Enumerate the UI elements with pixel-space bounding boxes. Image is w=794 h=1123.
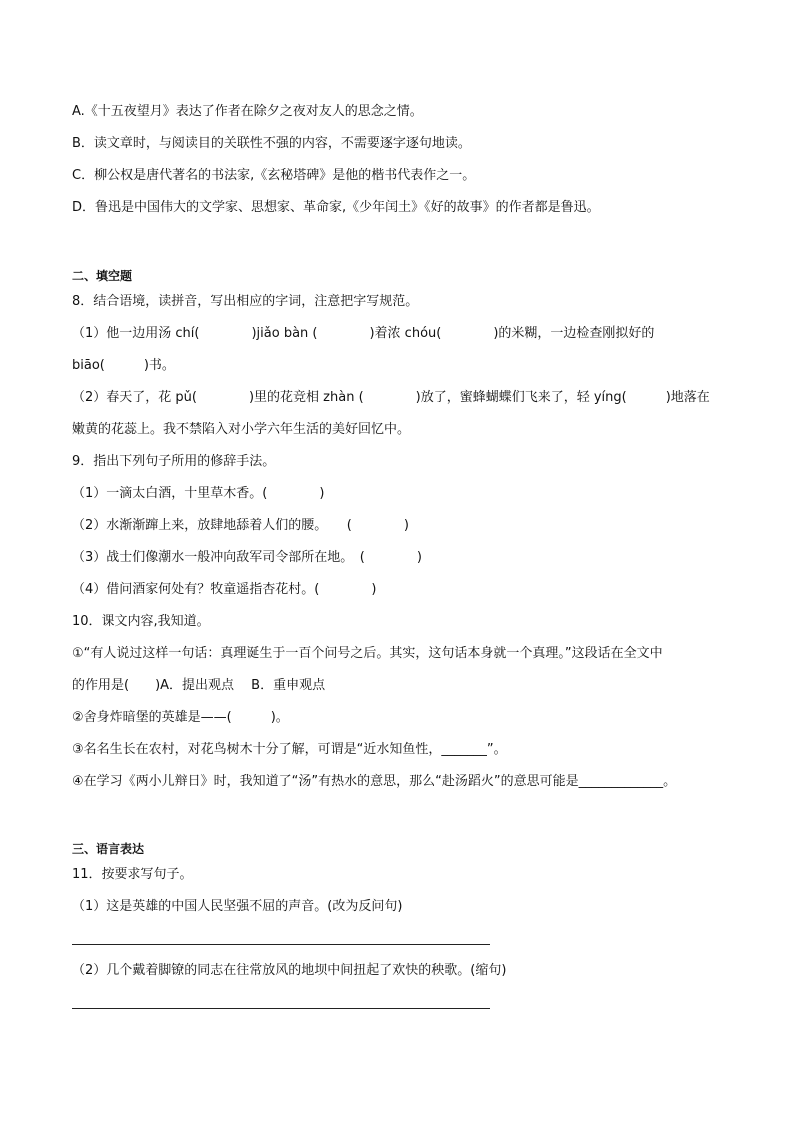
option-c: C．柳公权是唐代著名的书法家,《玄秘塔碑》是他的楷书代表作之一。 [72, 168, 476, 183]
question-11-item: （2）几个戴着脚镣的同志在往常放风的地坝中间扭起了欢快的秧歌。(缩句) [72, 963, 507, 978]
option-a: A.《十五夜望月》表达了作者在除夕之夜对友人的思念之情。 [72, 104, 423, 119]
question-9-item: （3）战士们像潮水一般冲向敌军司令部所在地。 ( ) [72, 550, 422, 565]
question-8-line: （2）春天了，花 pǔ( )里的花竞相 zhàn ( )放了，蜜蜂蝴蝶们飞来了，轻 yíng( )地落在 [72, 390, 710, 405]
question-8-stem: 8．结合语境，读拼音，写出相应的字词，注意把字写规范。 [72, 294, 419, 309]
question-8-line: 嫩黄的花蕊上。我不禁陷入对小学六年生活的美好回忆中。 [72, 422, 411, 437]
question-9-stem: 9．指出下列句子所用的修辞手法。 [72, 454, 276, 469]
question-9-item: （1）一滴太白酒，十里草木香。( ) [72, 486, 325, 501]
question-9-item: （4）借问酒家何处有？牧童遥指杏花村。( ) [72, 582, 377, 597]
question-8-line: （1）他一边用汤 chí( )jiǎo bàn ( )着浓 chóu( )的米糊，一边检查刚拟好的 [72, 326, 655, 341]
question-11-stem: 11．按要求写句子。 [72, 867, 193, 882]
answer-line[interactable] [72, 944, 490, 945]
question-10-line: ③名名生长在农村，对花鸟树木十分了解，可谓是“近水知鱼性，_______”。 [72, 742, 507, 757]
question-9-item: （2）水渐渐蹿上来，放肆地舔着人们的腰。 ( ) [72, 518, 409, 533]
section-title: 二、填空题 [72, 269, 133, 283]
question-10-line: ①“有人说过这样一句话：真理诞生于一百个问号之后。其实，这句话本身就一个真理。”这段话在全文中 [72, 646, 663, 661]
question-8-line: biāo( )书。 [72, 358, 175, 373]
section-title: 三、语言表达 [72, 842, 145, 856]
question-10-line: 的作用是( )A．提出观点 B．重申观点 [72, 678, 326, 693]
option-d: D．鲁迅是中国伟大的文学家、思想家、革命家,《少年闰土》《好的故事》的作者都是鲁迅。 [72, 200, 600, 215]
question-11-item: （1）这是英雄的中国人民坚强不屈的声音。(改为反问句) [72, 899, 403, 914]
option-b: B．读文章时，与阅读目的关联性不强的内容，不需要逐字逐句地读。 [72, 136, 471, 151]
answer-line[interactable] [72, 1008, 490, 1009]
question-10-stem: 10．课文内容,我知道。 [72, 614, 210, 629]
question-10-line: ②舍身炸暗堡的英雄是——( )。 [72, 710, 289, 725]
question-10-line: ④在学习《两小儿辩日》时，我知道了“汤”有热水的意思，那么“赴汤蹈火”的意思可能是_____________。 [72, 774, 677, 789]
